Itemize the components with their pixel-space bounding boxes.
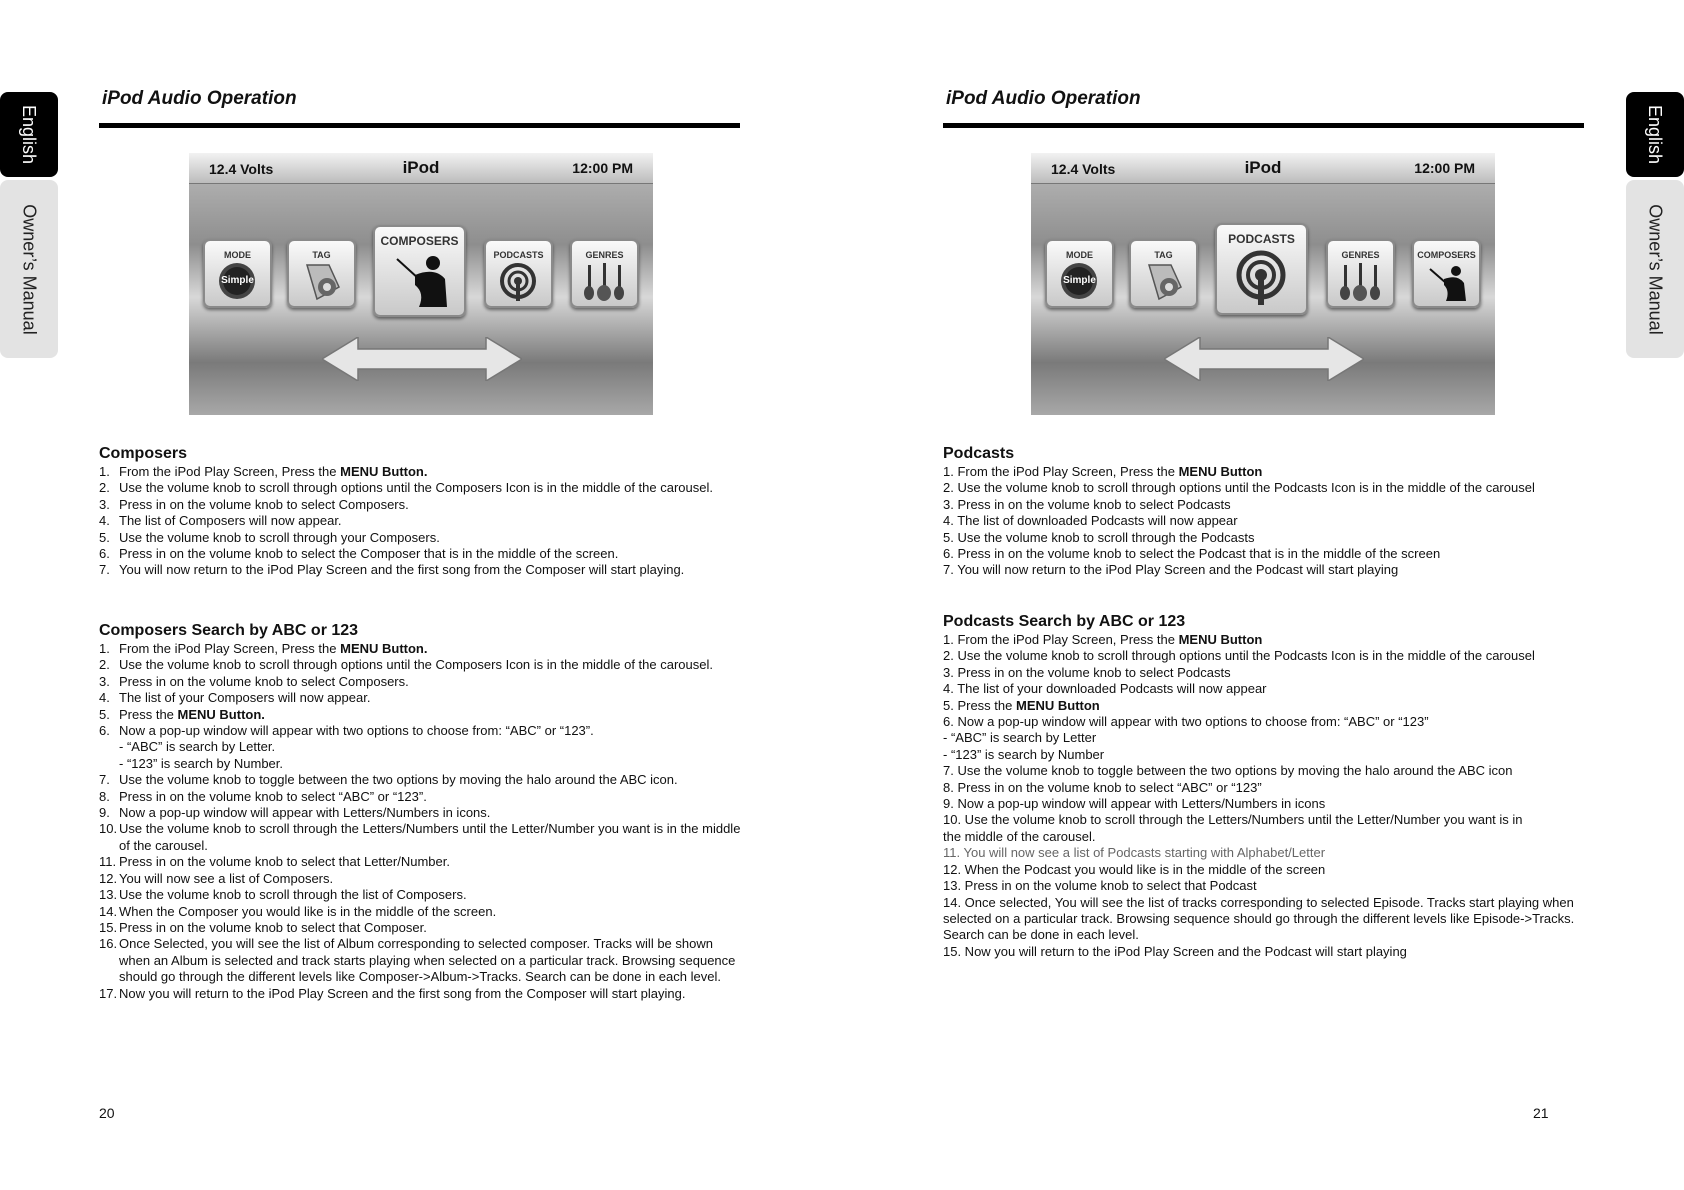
list-item: 7. You will now return to the iPod Play Screen and the Podcast will start playing (943, 562, 1399, 578)
list-item: 4. The list of your Composers will now appear. (99, 690, 371, 706)
list-item: 2. Use the volume knob to scroll through options until the Composers Icon is in the middle of the carousel. (99, 657, 713, 673)
list-item: 5. Press the MENU Button (943, 697, 1100, 713)
list-item: 9. Now a pop-up window will appear with Letters/Numbers in icons. (99, 805, 491, 821)
list-item: 8. Press in on the volume knob to select “ABC” or “123” (943, 779, 1262, 795)
list-item: - “123” is search by Number. (119, 755, 284, 771)
mode-simple-icon (1047, 241, 1112, 306)
podcast-icon (1217, 225, 1306, 313)
header-rule (99, 123, 740, 128)
list-item: 10. Use the volume knob to scroll through the Letters/Numbers until the Letter/Number you want is in the middle of the carousel. (99, 821, 741, 853)
list-item: 14. When the Composer you would like is in the middle of the screen. (99, 903, 497, 919)
podcasts-icon-tile[interactable]: PODCASTS (1215, 223, 1308, 315)
list-item: 15. Now you will return to the iPod Play Screen and the Podcast will start playing (943, 943, 1407, 959)
page-number: 21 (1533, 1105, 1549, 1121)
tag-icon-tile[interactable]: TAG (1129, 239, 1198, 308)
list-item: 1. From the iPod Play Screen, Press the MENU Button. (99, 464, 428, 479)
ipod-screen-podcasts (1031, 153, 1495, 415)
podcasts-section (943, 444, 1593, 579)
guitars-icon (1328, 241, 1393, 306)
ipod-screen-composers (189, 153, 653, 415)
composer-conductor-icon (375, 227, 464, 315)
list-item: 2. Use the volume knob to scroll through options until the Podcasts Icon is in the middle of the carousel (943, 480, 1535, 496)
composer-conductor-icon (1414, 241, 1479, 306)
screen-title: iPod (402, 158, 440, 177)
list-item: 7. Use the volume knob to toggle between the two options by moving the halo around the ABC icon (943, 763, 1513, 779)
list-item: 12. You will now see a list of Composers. (99, 870, 334, 886)
list-item: 2. Use the volume knob to scroll through options until the Podcasts Icon is in the middle of the carousel (943, 648, 1535, 664)
list-item: 14. Once selected, You will see the list of tracks corresponding to selected Episode. Tracks start playing when selected on a particular track. Browsing sequence should go through the different levels like Episode->Tracks. Search can be done in each level. (943, 894, 1575, 943)
list-item: 4. The list of Composers will now appear. (99, 513, 342, 529)
tag-icon-tile[interactable]: TAG (287, 239, 356, 308)
podcasts-search-section (943, 612, 1593, 960)
section-heading: Composers Search by ABC or 123 (99, 622, 359, 639)
list-item: 1. From the iPod Play Screen, Press the MENU Button. (99, 641, 428, 656)
genres-icon-tile[interactable]: GENRES (570, 239, 639, 308)
list-item: 7. You will now return to the iPod Play Screen and the first song from the Composer will start playing. (99, 562, 685, 578)
list-item: - “ABC” is search by Letter. (119, 739, 276, 755)
page-number: 20 (99, 1105, 115, 1121)
list-item: 5. Press the MENU Button. (99, 706, 265, 722)
page-header: iPod Audio Operation (102, 88, 297, 109)
list-item: 10. Use the volume knob to scroll through the Letters/Numbers until the Letter/Number you want is in the middle of the carousel. (943, 812, 1523, 844)
list-item: 3. Press in on the volume knob to select Composers. (99, 673, 409, 689)
voltage-readout: 12.4 Volts (209, 161, 274, 177)
section-heading: Podcasts Search by ABC or 123 (943, 613, 1186, 630)
tag-icon (1131, 241, 1196, 306)
list-item: 3. Press in on the volume knob to select Podcasts (943, 664, 1231, 680)
tag-icon (289, 241, 354, 306)
list-item: 16. Once Selected, you will see the list of Album corresponding to selected composer. Tracks will be shown when an Album is selected and track starts playing when selected on a particular track. Browsing sequence should go through the different levels like Composer->Album->Tracks. Search can be done in each level. (99, 936, 736, 985)
header-rule (943, 123, 1584, 128)
genres-icon-tile[interactable]: GENRES (1326, 239, 1395, 308)
status-bar (1031, 153, 1495, 184)
manual-tab-left: Owner’s Manual (0, 180, 58, 358)
list-item: 12. When the Podcast you would like is in the middle of the screen (943, 861, 1326, 877)
section-heading: Composers (99, 445, 188, 462)
list-item: - “123” is search by Number (943, 746, 1105, 762)
composers-icon-tile[interactable]: COMPOSERS (373, 225, 466, 317)
status-bar (189, 153, 653, 184)
list-item: 1. From the iPod Play Screen, Press the MENU Button (943, 464, 1263, 479)
list-item: - “ABC” is search by Letter (943, 730, 1097, 746)
list-item: 6. Press in on the volume knob to select the Composer that is in the middle of the screen. (99, 546, 619, 562)
page-header: iPod Audio Operation (946, 88, 1141, 109)
list-item: 6. Press in on the volume knob to select the Podcast that is in the middle of the screen (943, 546, 1441, 562)
mode-icon-tile[interactable]: MODE Simple (1045, 239, 1114, 308)
page-right (842, 0, 1684, 1190)
voltage-readout: 12.4 Volts (1051, 161, 1116, 177)
list-item: 11. You will now see a list of Podcasts starting with Alphabet/Letter (943, 845, 1326, 861)
podcasts-icon-tile[interactable]: PODCASTS (484, 239, 553, 308)
list-item: 4. The list of your downloaded Podcasts will now appear (943, 681, 1267, 697)
list-item: 5. Use the volume knob to scroll through the Podcasts (943, 529, 1255, 545)
clock-readout: 12:00 PM (572, 160, 633, 176)
mode-icon-tile[interactable]: MODE Simple (203, 239, 272, 308)
list-item: 1. From the iPod Play Screen, Press the MENU Button (943, 632, 1263, 647)
list-item: 7. Use the volume knob to toggle between the two options by moving the halo around the ABC icon. (99, 772, 678, 788)
scroll-arrows-icon (322, 337, 522, 381)
list-item: 13. Use the volume knob to scroll through the list of Composers. (99, 887, 467, 903)
list-item: 9. Now a pop-up window will appear with Letters/Numbers in icons (943, 796, 1326, 812)
list-item: 6. Now a pop-up window will appear with two options to choose from: “ABC” or “123”. (99, 723, 594, 739)
clock-readout: 12:00 PM (1414, 160, 1475, 176)
list-item: 17. Now you will return to the iPod Play Screen and the first song from the Composer will start playing. (99, 985, 686, 1001)
list-item: 4. The list of downloaded Podcasts will now appear (943, 513, 1238, 529)
list-item: 3. Press in on the volume knob to select Podcasts (943, 496, 1231, 512)
list-item: 3. Press in on the volume knob to select Composers. (99, 496, 409, 512)
manual-tab-right: Owner’s Manual (1626, 180, 1684, 358)
list-item: 11. Press in on the volume knob to select that Letter/Number. (99, 854, 450, 870)
list-item: 6. Now a pop-up window will appear with two options to choose from: “ABC” or “123” (943, 714, 1429, 730)
list-item: 8. Press in on the volume knob to select “ABC” or “123”. (99, 788, 427, 804)
list-item: 2. Use the volume knob to scroll through options until the Composers Icon is in the middle of the carousel. (99, 480, 713, 496)
mode-simple-icon (205, 241, 270, 306)
language-tab-left: English (0, 92, 58, 177)
list-item: 13. Press in on the volume knob to select that Podcast (943, 878, 1257, 894)
podcast-icon (486, 241, 551, 306)
scroll-arrows-icon (1164, 337, 1364, 381)
list-item: 15. Press in on the volume knob to select that Composer. (99, 919, 427, 935)
list-item: 5. Use the volume knob to scroll through your Composers. (99, 529, 440, 545)
composers-section (99, 444, 744, 579)
screen-title: iPod (1244, 158, 1282, 177)
composers-icon-tile[interactable]: COMPOSERS (1412, 239, 1481, 308)
guitars-icon (572, 241, 637, 306)
language-tab-right: English (1626, 92, 1684, 177)
composers-search-section (99, 621, 744, 1002)
section-heading: Podcasts (943, 445, 1015, 462)
